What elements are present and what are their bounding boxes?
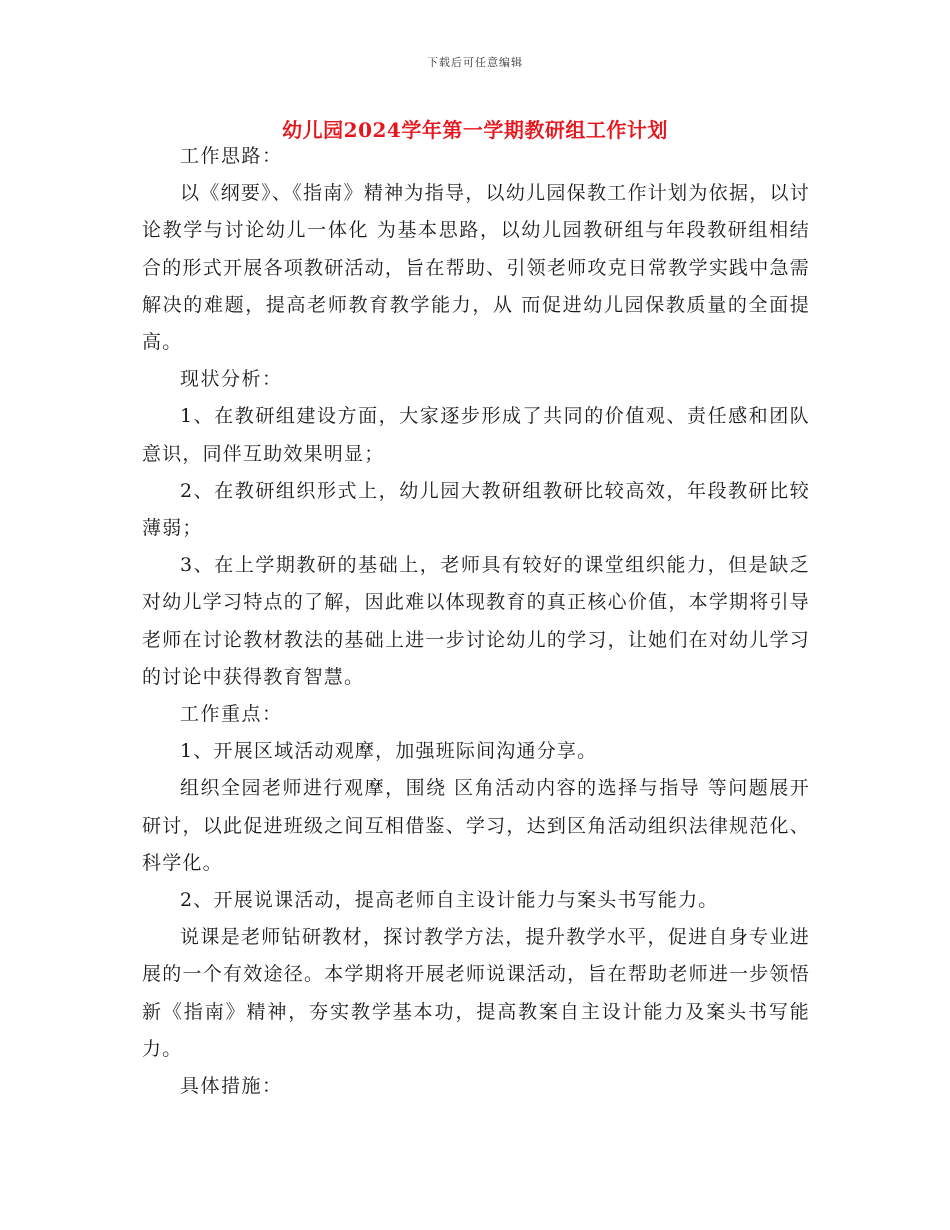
document-title: 幼儿园2024学年第一学期教研组工作计划 [282, 118, 668, 142]
header-note: 下载后可任意编辑 [427, 56, 523, 69]
paragraph-focus-2-body: 说课是老师钻研教材，探讨教学方法，提升教学水平，促进自身专业进展的一个有效途径。本学期将开展老师说课活动，旨在帮助老师进一步领悟新《指南》精神，夯实教学基本功，提高教案自主设计能力及案头书写能力。 [142, 926, 810, 1060]
paragraph-focus-2-title: 2、开展说课活动，提高老师自主设计能力与案头书写能力。 [180, 889, 719, 912]
paragraph-work-approach: 以《纲要》、《指南》精神为指导，以幼儿园保教工作计划为依据，以讨论教学与讨论幼儿一体化 为基本思路，以幼儿园教研组与年段教研组相结合的形式开展各项教研活动，旨在帮助、引领老师攻克日常教学实践中急需解决的难题，提高老师教育教学能力，从 而促进幼儿园保教质量的全面提高。 [142, 182, 810, 354]
paragraph-status-3: 3、在上学期教研的基础上，老师具有较好的课堂组织能力，但是缺乏对幼儿学习特点的了解，因此难以体现教育的真正核心价值，本学期将引导老师在讨论教材教法的基础上进一步讨论幼儿的学习，让她们在对幼儿学习的讨论中获得教育智慧。 [142, 554, 810, 688]
section-heading-work-focus: 工作重点： [180, 703, 283, 726]
section-heading-status-analysis: 现状分析： [180, 368, 283, 391]
paragraph-status-1: 1、在教研组建设方面，大家逐步形成了共同的价值观、责任感和团队意识，同伴互助效果明显； [142, 405, 810, 465]
paragraph-focus-1-title: 1、开展区域活动观摩，加强班际间沟通分享。 [180, 740, 598, 763]
paragraph-status-2: 2、在教研组织形式上，幼儿园大教研组教研比较高效，年段教研比较薄弱； [142, 479, 810, 540]
section-heading-measures: 具体措施： [180, 1075, 283, 1098]
paragraph-focus-1-body: 组织全园老师进行观摩，围绕 区角活动内容的选择与指导 等问题展开研讨，以此促进班级之间互相借鉴、学习，达到区角活动组织法律规范化、科学化。 [142, 777, 810, 874]
section-heading-work-approach: 工作思路： [180, 145, 283, 167]
document-body [142, 138, 810, 1105]
